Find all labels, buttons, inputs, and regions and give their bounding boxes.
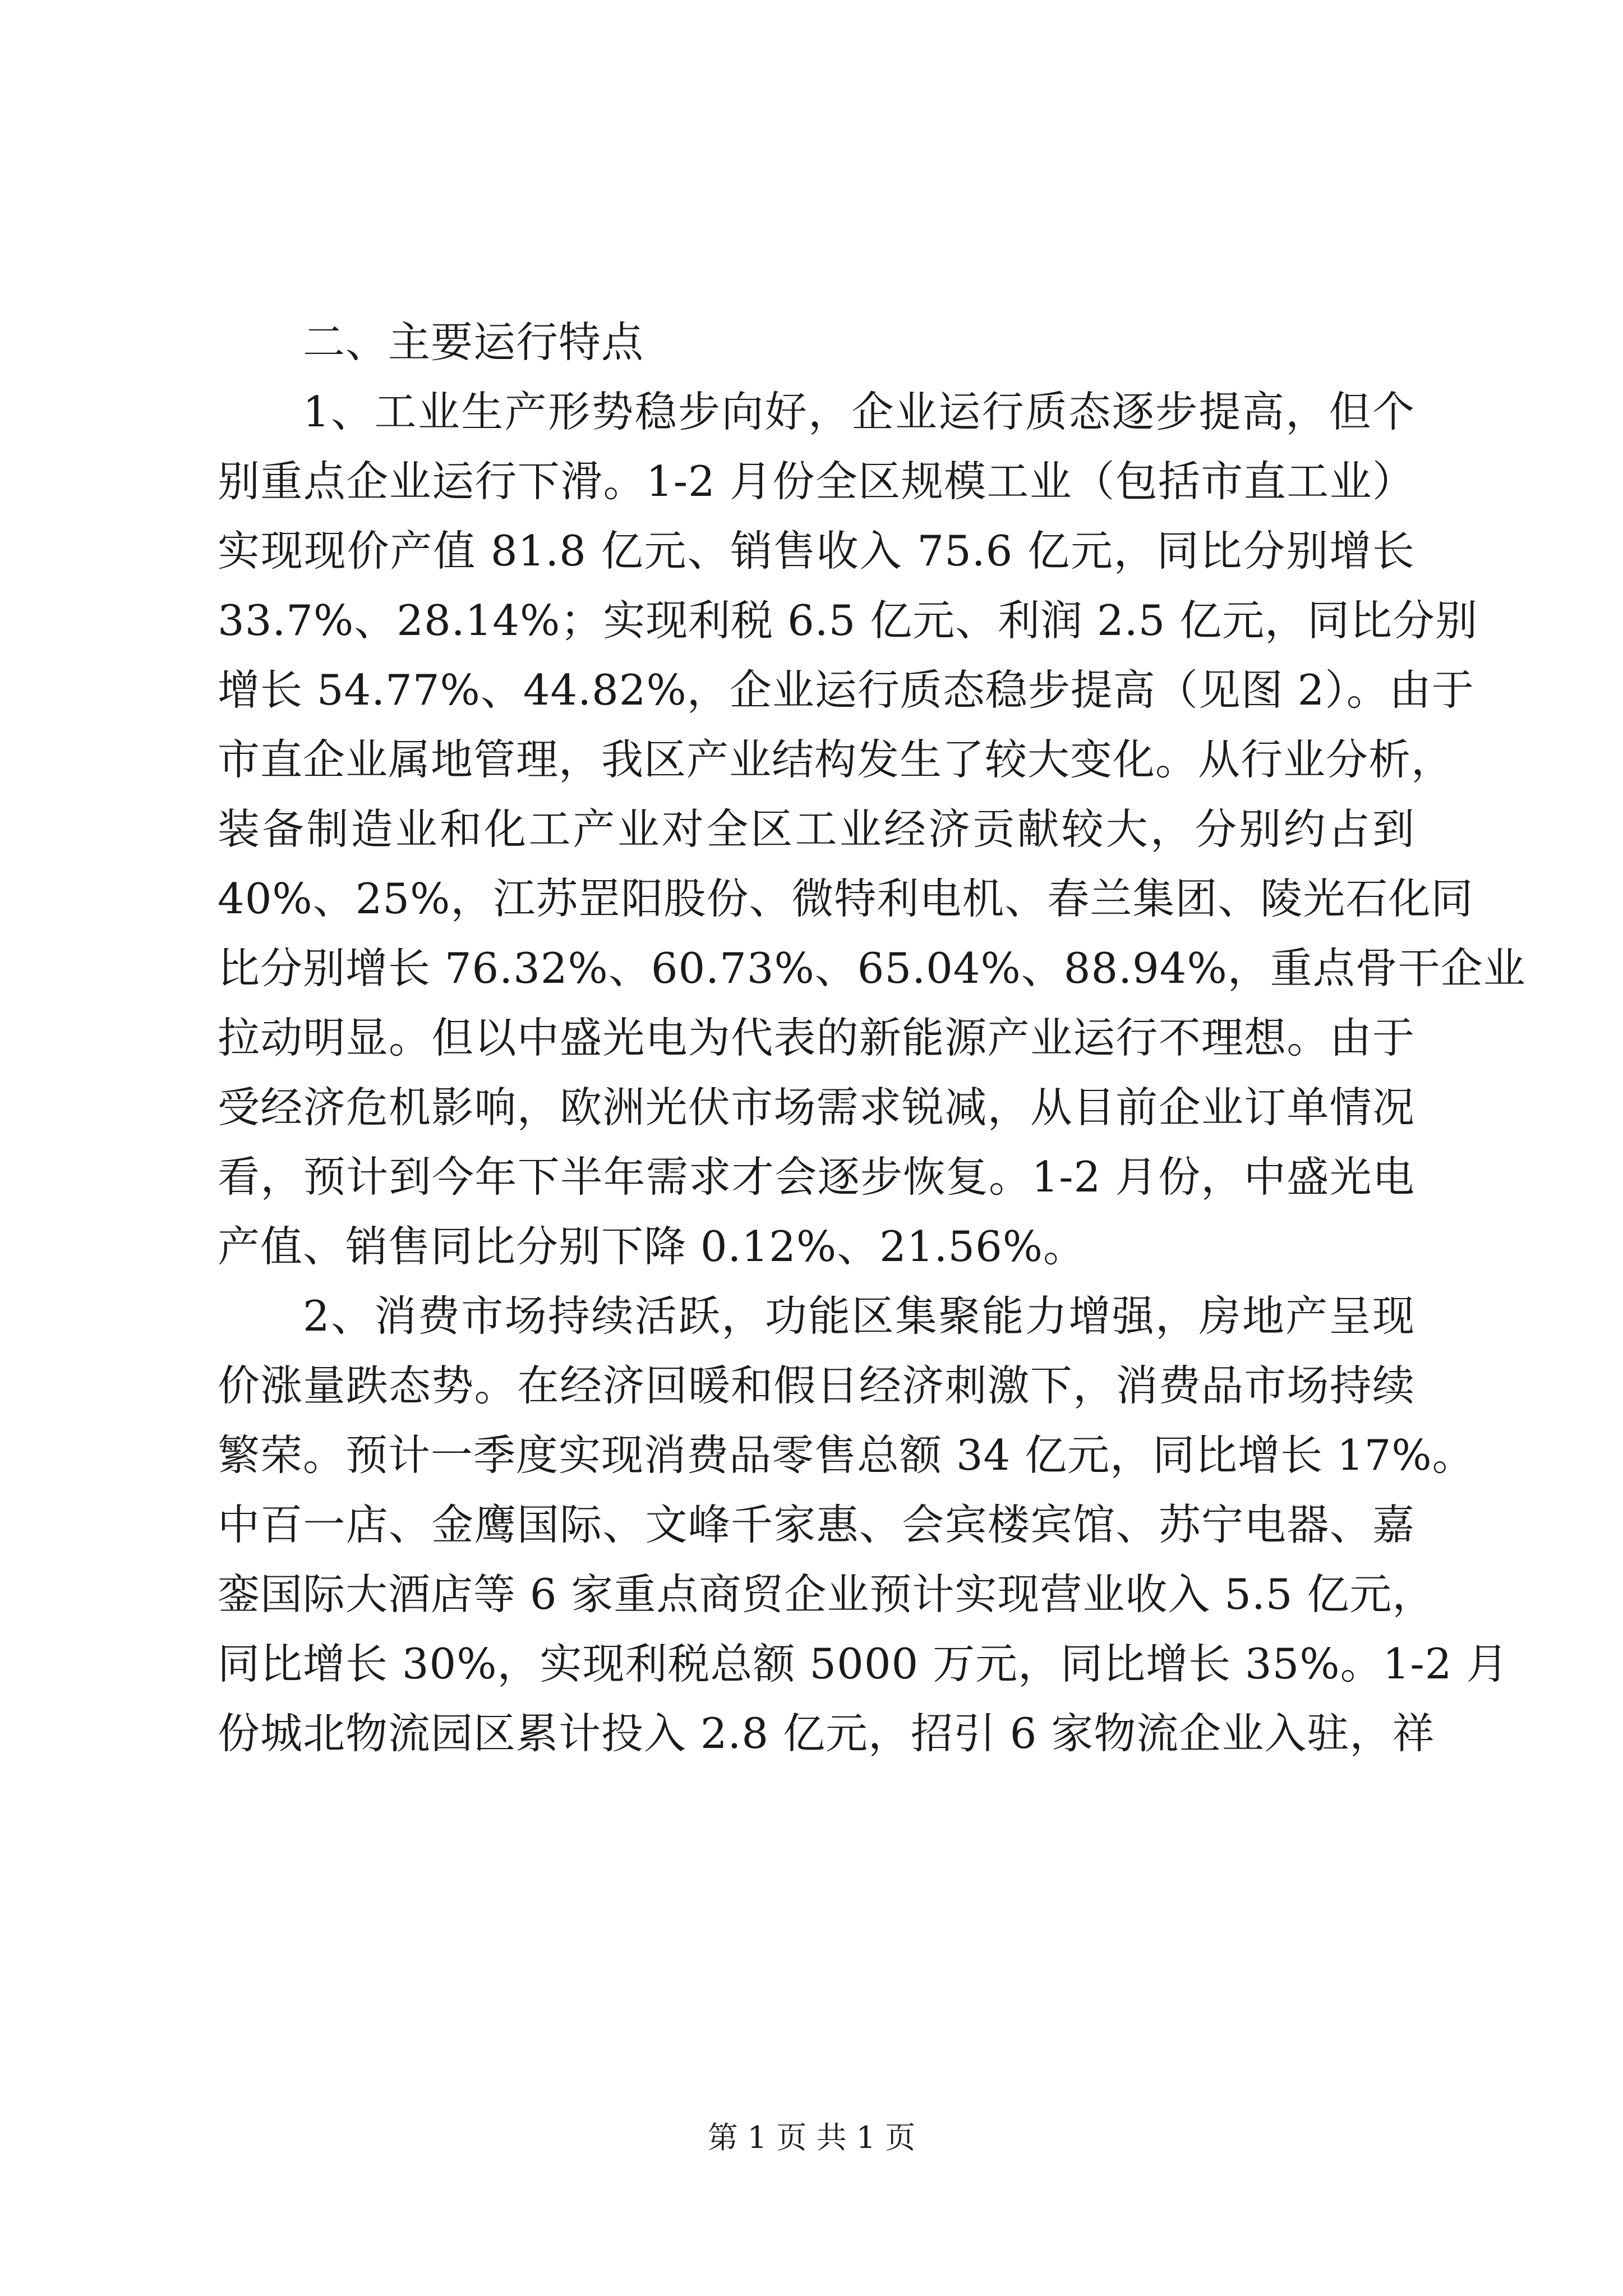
paragraph-line: 产值、销售同比分别下降 0.12%、21.56%。 <box>218 1222 1086 1271</box>
paragraph-line: 市直企业属地管理，我区产业结构发生了较大变化。从行业分析， <box>218 735 1454 784</box>
paragraph-line: 别重点企业运行下滑。1-2 月份全区规模工业（包括市直工业） <box>218 457 1415 506</box>
paragraph-line: 实现现价产值 81.8 亿元、销售收入 75.6 亿元，同比分别增长 <box>218 526 1415 576</box>
paragraph-line: 价涨量跌态势。在经济回暖和假日经济刺激下，消费品市场持续 <box>218 1361 1415 1410</box>
paragraph-line: 2、消费市场持续活跃，功能区集聚能力增强，房地产呈现 <box>303 1291 1415 1341</box>
paragraph-line: 銮国际大酒店等 6 家重点商贸企业预计实现营业收入 5.5 亿元， <box>218 1570 1435 1619</box>
paragraph-line: 比分别增长 76.32%、60.73%、65.04%、88.94%，重点骨干企业 <box>218 944 1526 993</box>
paragraph-line: 份城北物流园区累计投入 2.8 亿元，招引 6 家物流企业入驻，祥 <box>218 1709 1435 1758</box>
paragraph-line: 看，预计到今年下半年需求才会逐步恢复。1-2 月份，中盛光电 <box>218 1152 1415 1202</box>
body-text <box>218 307 1526 1768</box>
page-footer: 第 1 页 共 1 页 <box>707 2120 916 2155</box>
section-heading: 二、主要运行特点 <box>303 318 644 367</box>
paragraph-line: 装备制造业和化工产业对全区工业经济贡献较大，分别约占到 <box>218 804 1415 854</box>
paragraph-line: 受经济危机影响，欧洲光伏市场需求锐减，从目前企业订单情况 <box>218 1083 1415 1132</box>
paragraph-line: 1、工业生产形势稳步向好，企业运行质态逐步提高，但个 <box>303 387 1415 436</box>
paragraph-line: 拉动明显。但以中盛光电为代表的新能源产业运行不理想。由于 <box>218 1013 1415 1062</box>
paragraph-line: 40%、25%，江苏罡阳股份、微特利电机、春兰集团、陵光石化同 <box>218 874 1474 923</box>
paragraph-line: 中百一店、金鹰国际、文峰千家惠、会宾楼宾馆、苏宁电器、嘉 <box>218 1500 1415 1549</box>
paragraph-line: 同比增长 30%，实现利税总额 5000 万元，同比增长 35%。1-2 月 <box>218 1639 1509 1688</box>
paragraph-line: 繁荣。预计一季度实现消费品零售总额 34 亿元，同比增长 17%。 <box>218 1430 1475 1480</box>
paragraph-line: 33.7%、28.14%；实现利税 6.5 亿元、利润 2.5 亿元，同比分别 <box>218 596 1478 645</box>
paragraph-line: 增长 54.77%、44.82%，企业运行质态稳步提高（见图 2）。由于 <box>218 665 1474 715</box>
